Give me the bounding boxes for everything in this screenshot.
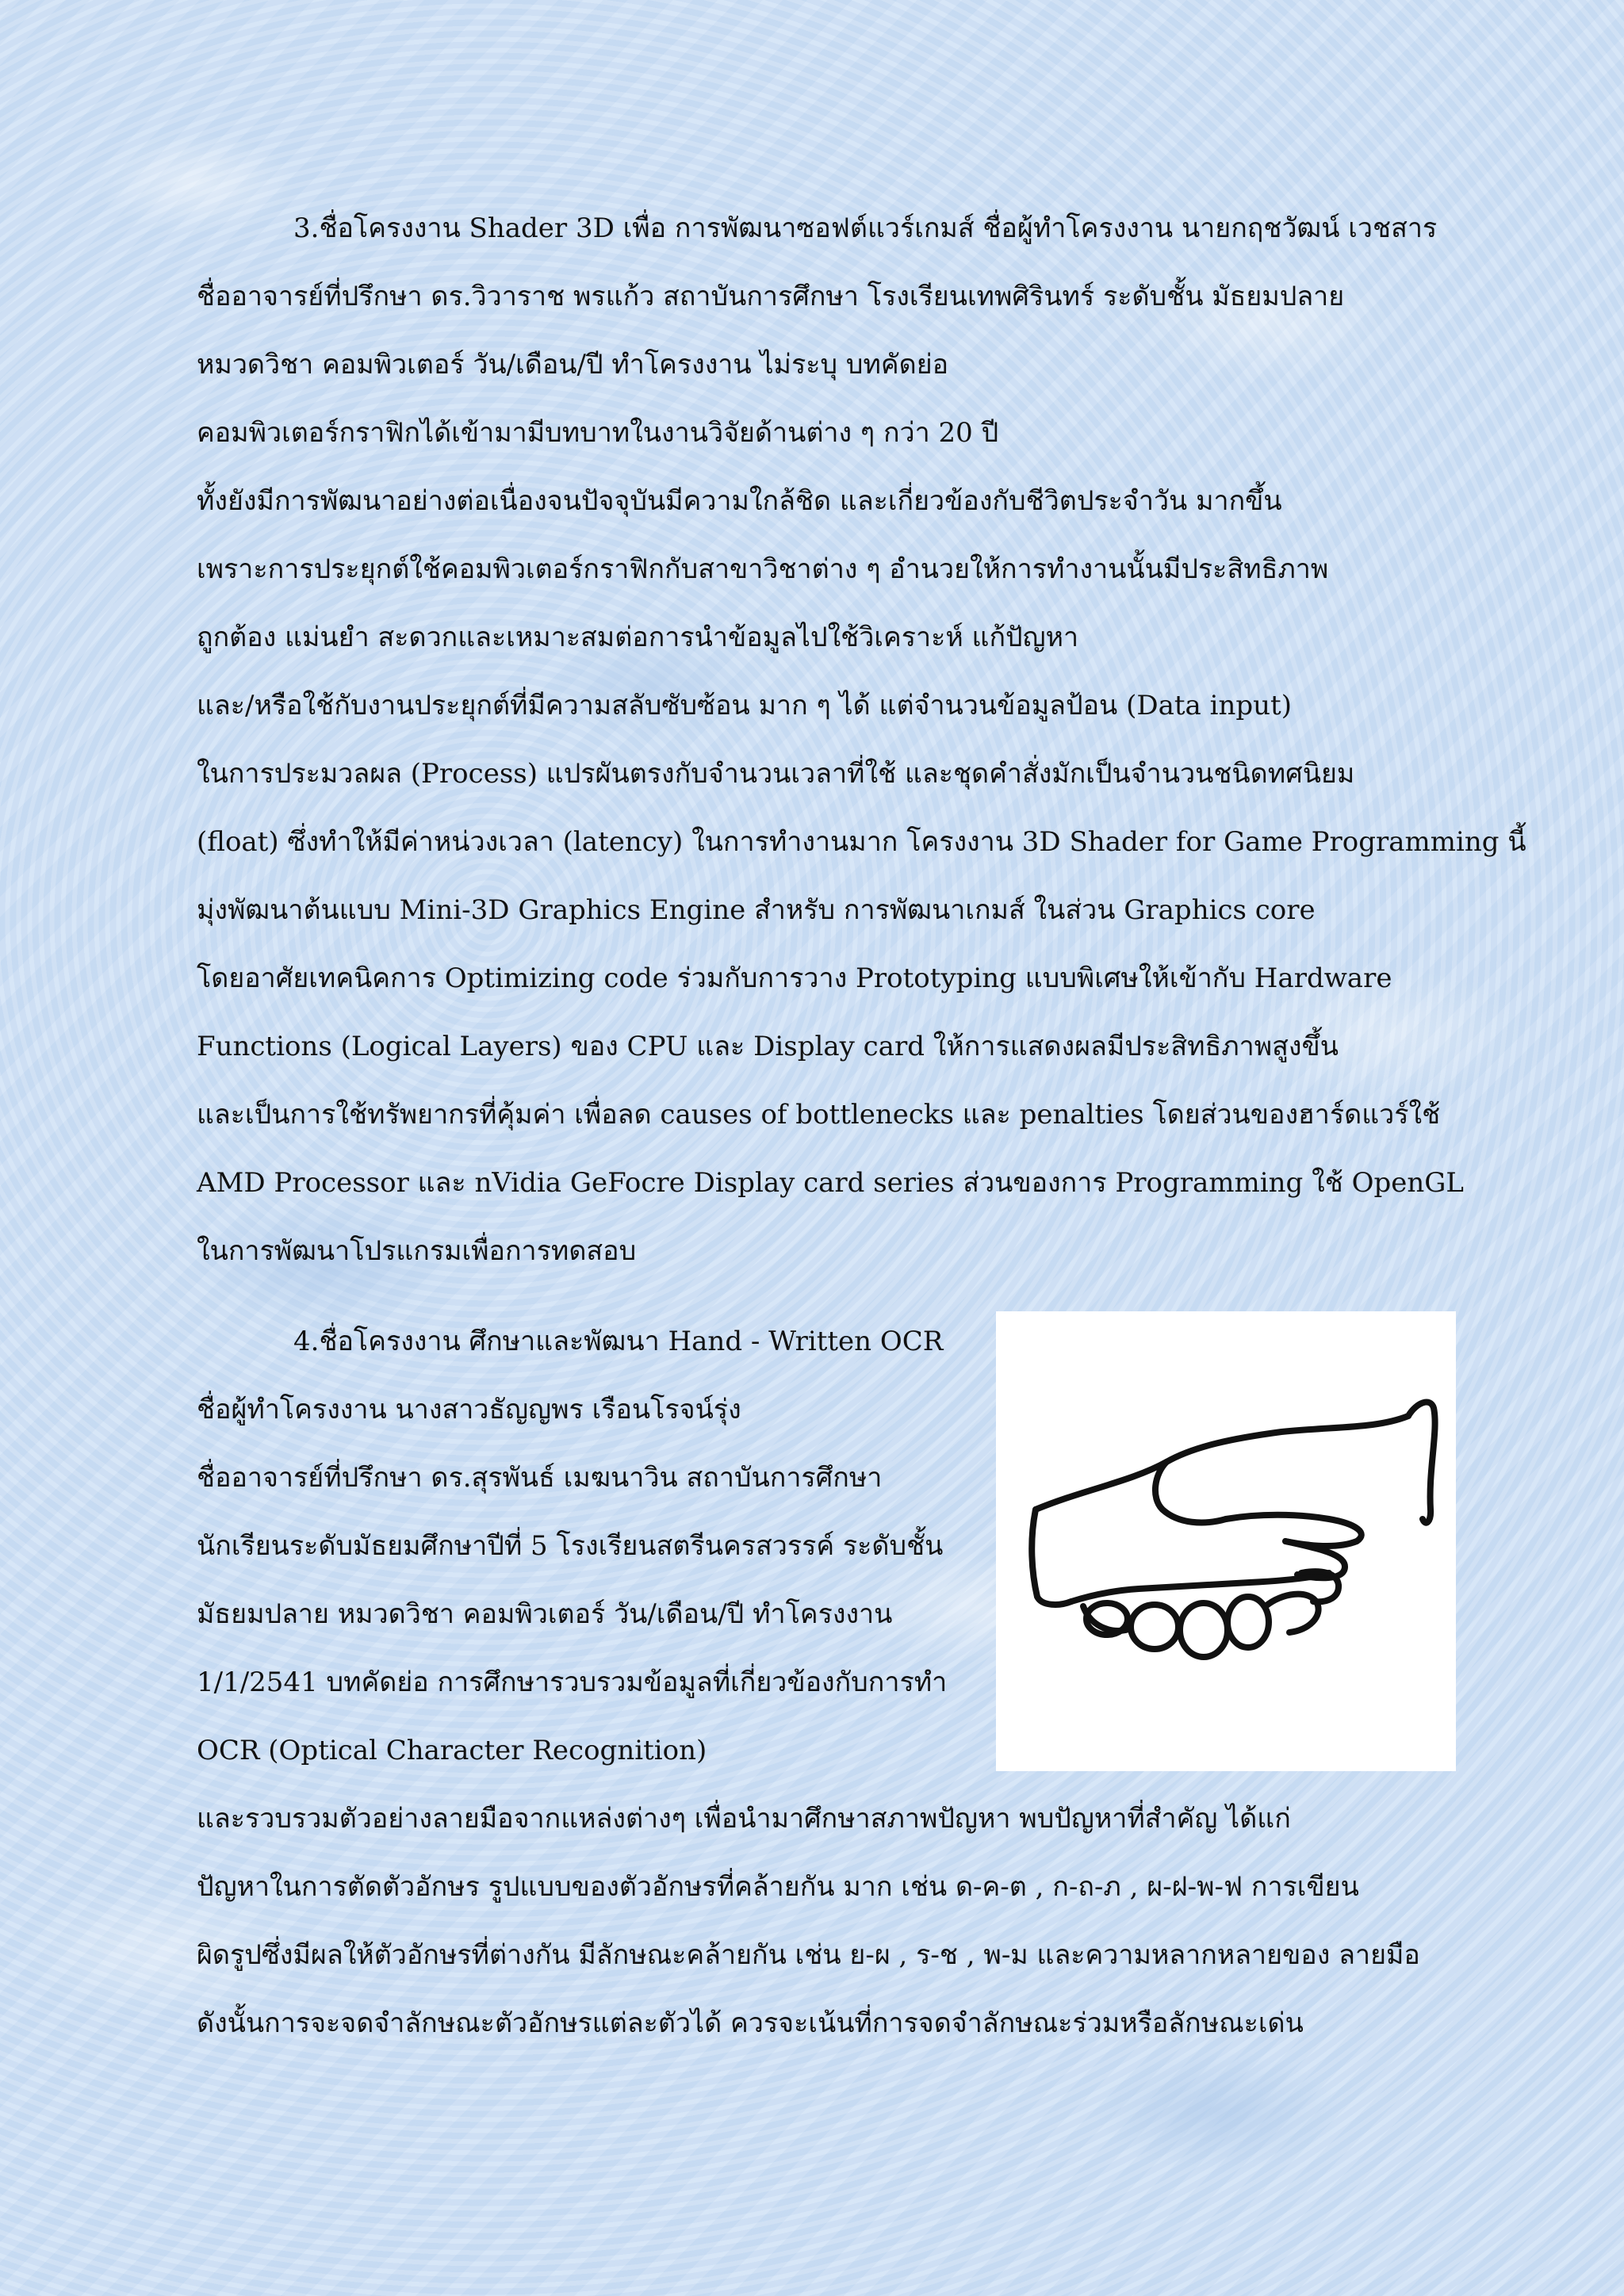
section4-line-1: 4.ชื่อโครงงาน ศึกษาและพัฒนา Hand - Written OCR — [293, 1326, 944, 1357]
section4-line-2: ชื่อผู้ทำโครงงาน นางสาวธัญญพร เรือนโรจน์รุ่ง — [197, 1394, 741, 1425]
section3-line-6: เพราะการประยุกต์ใช้คอมพิวเตอร์กราฟิกกับสาขาวิชาต่าง ๆ อำนวยให้การทำงานนั้นมีประสิทธิภาพ — [197, 553, 1329, 585]
section3-line-9: ในการประมวลผล (Process) แปรผันตรงกับจำนวนเวลาที่ใช้ และชุดคำสั่งมักเป็นจำนวนชนิดทศนิยม — [197, 758, 1355, 790]
section3-line-14: และเป็นการใช้ทรัพยากรที่คุ้มค่า เพื่อลด causes of bottlenecks และ penalties โดยส่วนของฮาร์ดแวร์ใช้ — [197, 1099, 1441, 1131]
section3-line-8: และ/หรือใช้กับงานประยุกต์ที่มีความสลับซับซ้อน มาก ๆ ได้ แต่จำนวนข้อมูลป้อน (Data input) — [197, 690, 1292, 721]
section4-line-3: ชื่ออาจารย์ที่ปรึกษา ดร.สุรพันธ์ เมฆนาวิน สถาบันการศึกษา — [197, 1462, 883, 1494]
section4-line-11: ดังนั้นการจะจดจำลักษณะตัวอักษรแต่ละตัวได้ ควรจะเน้นที่การจดจำลักษณะร่วมหรือลักษณะเด่น — [197, 2007, 1304, 2039]
section4-line-6: 1/1/2541 บทคัดย่อ การศึกษารวบรวมข้อมูลที่เกี่ยวข้องกับการทำ — [197, 1667, 948, 1698]
section4-line-4: นักเรียนระดับมัธยมศึกษาปีที่ 5 โรงเรียนสตรีนครสวรรค์ ระดับชั้น — [197, 1530, 944, 1562]
section3-line-5: ทั้งยังมีการพัฒนาอย่างต่อเนื่องจนปัจจุบันมีความใกล้ชิด และเกี่ยวข้องกับชีวิตประจำวัน มากขึ้น — [197, 485, 1282, 517]
section3-line-16: ในการพัฒนาโปรแกรมเพื่อการทดสอบ — [197, 1235, 637, 1267]
section4-line-10: ผิดรูปซึ่งมีผลให้ตัวอักษรที่ต่างกัน มีลักษณะคล้ายกัน เช่น ย-ผ , ร-ช , พ-ม และความหลากหลายของ ลายมือ — [197, 1939, 1420, 1971]
section3-line-15: AMD Processor และ nVidia GeFocre Display card series ส่วนของการ Programming ใช้ OpenGL — [197, 1167, 1464, 1199]
section4-line-9: ปัญหาในการตัดตัวอักษร รูปแบบของตัวอักษรที่คล้ายกัน มาก เช่น ด-ค-ต , ก-ถ-ภ , ผ-ฝ-พ-ฟ การเขียน — [197, 1871, 1359, 1903]
handshake-figure — [996, 1311, 1456, 1771]
section3-line-2: ชื่ออาจารย์ที่ปรึกษา ดร.วิวาราช พรแก้ว สถาบันการศึกษา โรงเรียนเทพศิรินทร์ ระดับชั้น มัธยมปลาย — [197, 281, 1345, 312]
section3-line-11: มุ่งพัฒนาต้นแบบ Mini-3D Graphics Engine สำหรับ การพัฒนาเกมส์ ในส่วน Graphics core — [197, 894, 1316, 926]
section3-line-12: โดยอาศัยเทคนิคการ Optimizing code ร่วมกับการวาง Prototyping แบบพิเศษให้เข้ากับ Hardware — [197, 962, 1392, 994]
section3-line-4: คอมพิวเตอร์กราฟิกได้เข้ามามีบทบาทในงานวิจัยด้านต่าง ๆ กว่า 20 ปี — [197, 417, 999, 449]
section3-line-13: Functions (Logical Layers) ของ CPU และ Display card ให้การแสดงผลมีประสิทธิภาพสูงขึ้น — [197, 1031, 1339, 1062]
section3-line-10: (float) ซึ่งทำให้มีค่าหน่วงเวลา (latency) ในการทำงานมาก โครงงาน 3D Shader for Game Programming นี้ — [197, 826, 1526, 858]
handshake-line-art-icon — [996, 1311, 1456, 1771]
section3-line-7: ถูกต้อง แม่นยำ สะดวกและเหมาะสมต่อการนำข้อมูลไปใช้วิเคราะห์ แก้ปัญหา — [197, 622, 1079, 653]
section3-line-3: หมวดวิชา คอมพิวเตอร์ วัน/เดือน/ปี ทำโครงงาน ไม่ระบุ บทคัดย่อ — [197, 349, 949, 381]
section4-line-8: และรวบรวมตัวอย่างลายมือจากแหล่งต่างๆ เพื่อนำมาศึกษาสภาพปัญหา พบปัญหาที่สำคัญ ได้แก่ — [197, 1803, 1291, 1835]
section3-line-1: 3.ชื่อโครงงาน Shader 3D เพื่อ การพัฒนาซอฟต์แวร์เกมส์ ชื่อผู้ทำโครงงาน นายกฤชวัฒน์ เวชสาร — [293, 212, 1438, 244]
section4-line-5: มัธยมปลาย หมวดวิชา คอมพิวเตอร์ วัน/เดือน/ปี ทำโครงงาน — [197, 1598, 893, 1630]
section4-line-7: OCR (Optical Character Recognition) — [197, 1735, 707, 1766]
